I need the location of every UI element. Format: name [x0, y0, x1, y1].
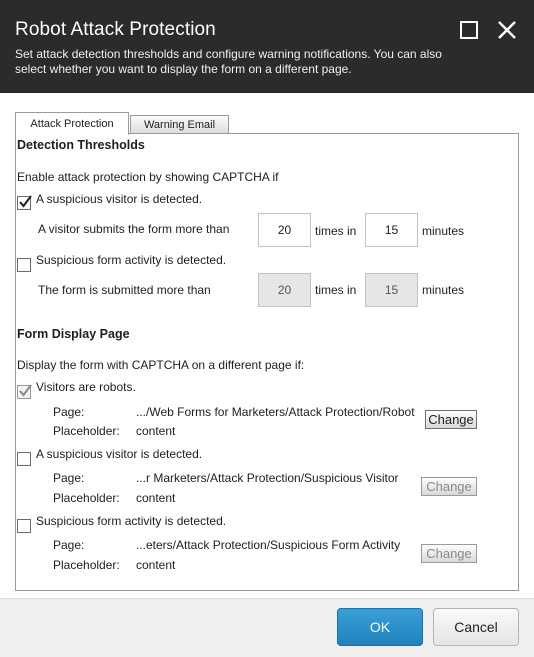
visitor-minutes-input[interactable]: 15: [365, 213, 418, 247]
activity-minutes-label: minutes: [422, 283, 465, 297]
form-display-page-heading: Form Display Page: [17, 327, 130, 341]
suspicious-activity-placeholder-label: Placeholder:: [53, 558, 120, 572]
tab-warning-email[interactable]: Warning Email: [130, 115, 229, 134]
suspicious-activity-placeholder-value: content: [136, 558, 176, 572]
dialog-header: [0, 0, 534, 93]
suspicious-activity-change-button[interactable]: Change: [421, 544, 477, 563]
dialog-title: Robot Attack Protection: [15, 19, 216, 40]
suspicious-visitor-checkbox[interactable]: [17, 196, 31, 210]
suspicious-visitor-page-path: ...r Marketers/Attack Protection/Suspicious Visitor: [136, 471, 399, 485]
visitor-times-input[interactable]: 20: [258, 213, 311, 247]
close-icon[interactable]: [497, 20, 517, 40]
display-suspicious-activity-label: Suspicious form activity is detected.: [36, 514, 227, 528]
activity-times-input[interactable]: 20: [258, 273, 311, 307]
checkmark-icon: [18, 384, 32, 398]
maximize-icon[interactable]: [459, 20, 479, 40]
ok-button[interactable]: OK: [337, 608, 423, 646]
suspicious-activity-page-label: Page:: [53, 538, 85, 552]
robots-page-path: .../Web Forms for Marketers/Attack Protection/Robot: [136, 405, 415, 419]
tab-attack-protection[interactable]: Attack Protection: [15, 112, 129, 135]
robots-page-label: Page:: [53, 405, 85, 419]
visitor-submits-label: A visitor submits the form more than: [38, 222, 230, 236]
suspicious-activity-page-path: ...eters/Attack Protection/Suspicious Form Activity: [136, 538, 401, 552]
display-suspicious-visitor-label: A suspicious visitor is detected.: [36, 447, 203, 461]
suspicious-visitor-label: A suspicious visitor is detected.: [36, 192, 203, 206]
suspicious-visitor-page-label: Page:: [53, 471, 85, 485]
robots-label: Visitors are robots.: [36, 380, 136, 394]
suspicious-visitor-change-button[interactable]: Change: [421, 477, 477, 496]
suspicious-activity-checkbox[interactable]: [17, 258, 31, 272]
robots-checkbox[interactable]: [17, 385, 31, 399]
display-suspicious-activity-checkbox[interactable]: [17, 519, 31, 533]
display-page-intro: Display the form with CAPTCHA on a different page if:: [17, 358, 305, 372]
activity-minutes-input[interactable]: 15: [365, 273, 418, 307]
activity-times-in-label: times in: [315, 283, 357, 297]
visitor-times-in-label: times in: [315, 224, 357, 238]
detection-thresholds-heading: Detection Thresholds: [17, 138, 145, 152]
visitor-minutes-label: minutes: [422, 224, 465, 238]
dialog-description: Set attack detection thresholds and configure warning notifications. You can also select whether you want to display the form on a different page.: [15, 47, 442, 76]
robots-placeholder-label: Placeholder:: [53, 424, 120, 438]
display-suspicious-visitor-checkbox[interactable]: [17, 452, 31, 466]
detection-intro: Enable attack protection by showing CAPTCHA if: [17, 170, 279, 184]
checkmark-icon: [18, 195, 32, 209]
robots-change-button[interactable]: Change: [425, 410, 477, 429]
tab-panel: [15, 133, 519, 591]
robots-placeholder-value: content: [136, 424, 176, 438]
cancel-button[interactable]: Cancel: [433, 608, 519, 646]
suspicious-activity-label: Suspicious form activity is detected.: [36, 253, 227, 267]
suspicious-visitor-placeholder-label: Placeholder:: [53, 491, 120, 505]
form-submitted-label: The form is submitted more than: [38, 283, 211, 297]
suspicious-visitor-placeholder-value: content: [136, 491, 176, 505]
